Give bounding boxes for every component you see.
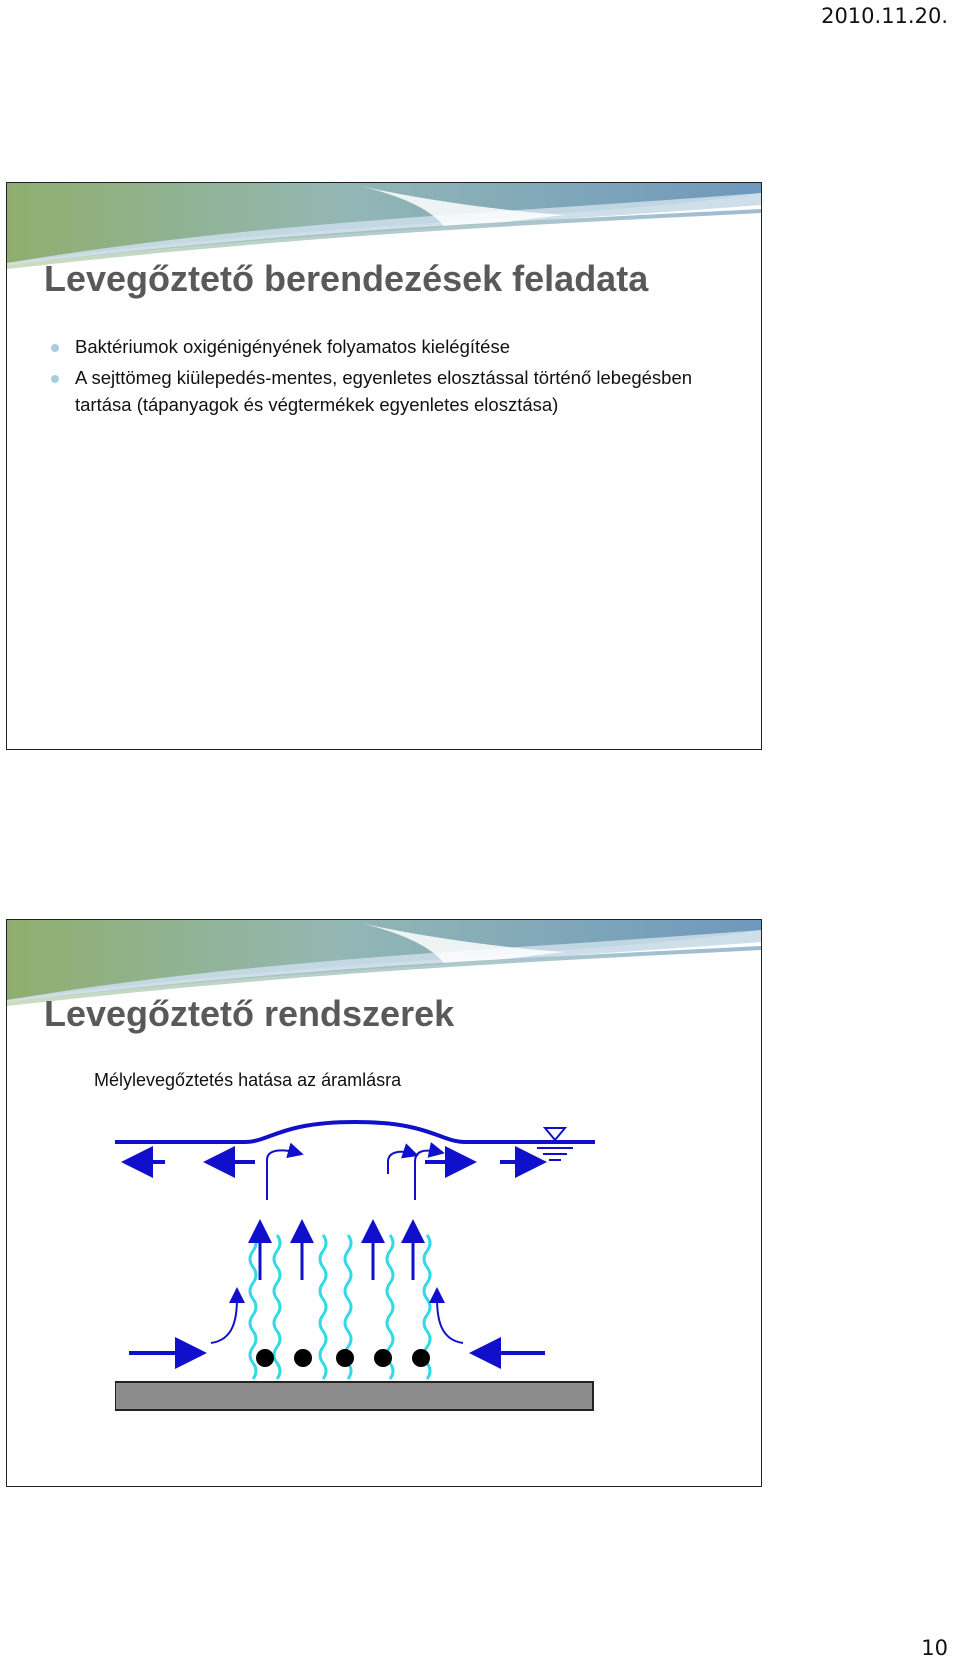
bullet-dot-icon xyxy=(51,344,59,352)
page-date: 2010.11.20. xyxy=(821,4,948,28)
air-diffusers xyxy=(256,1349,430,1367)
slide-title: Levegőztető berendezések feladata xyxy=(44,258,649,299)
bullet-list xyxy=(49,333,749,422)
slide-1 xyxy=(6,182,762,750)
diagram-caption: Mélylevegőztetés hatása az áramlásra xyxy=(94,1070,402,1090)
slide-title: Levegőztető rendszerek xyxy=(44,993,455,1034)
tank-floor xyxy=(115,1382,593,1410)
list-item xyxy=(49,333,749,360)
inflow-curve-left xyxy=(211,1293,237,1343)
water-surface xyxy=(115,1122,595,1142)
bullet-dot-icon xyxy=(51,375,59,383)
flow-turn-arrow xyxy=(415,1151,439,1200)
aeration-flow-diagram xyxy=(115,1120,635,1430)
page-number: 10 xyxy=(921,1636,948,1660)
list-item xyxy=(49,364,749,418)
bullet-text: A sejttömeg kiülepedés-mentes, egyenletes elosztással történő lebegésben tartása (tápanyagok és végtermékek egyenletes elosztása) xyxy=(75,367,693,415)
inflow-curve-right xyxy=(437,1293,463,1343)
flow-turn-arrow xyxy=(388,1152,413,1174)
bullet-text: Baktériumok oxigénigényének folyamatos kielégítése xyxy=(75,336,510,357)
flow-turn-arrow xyxy=(267,1150,298,1200)
slide-2 xyxy=(6,919,762,1487)
